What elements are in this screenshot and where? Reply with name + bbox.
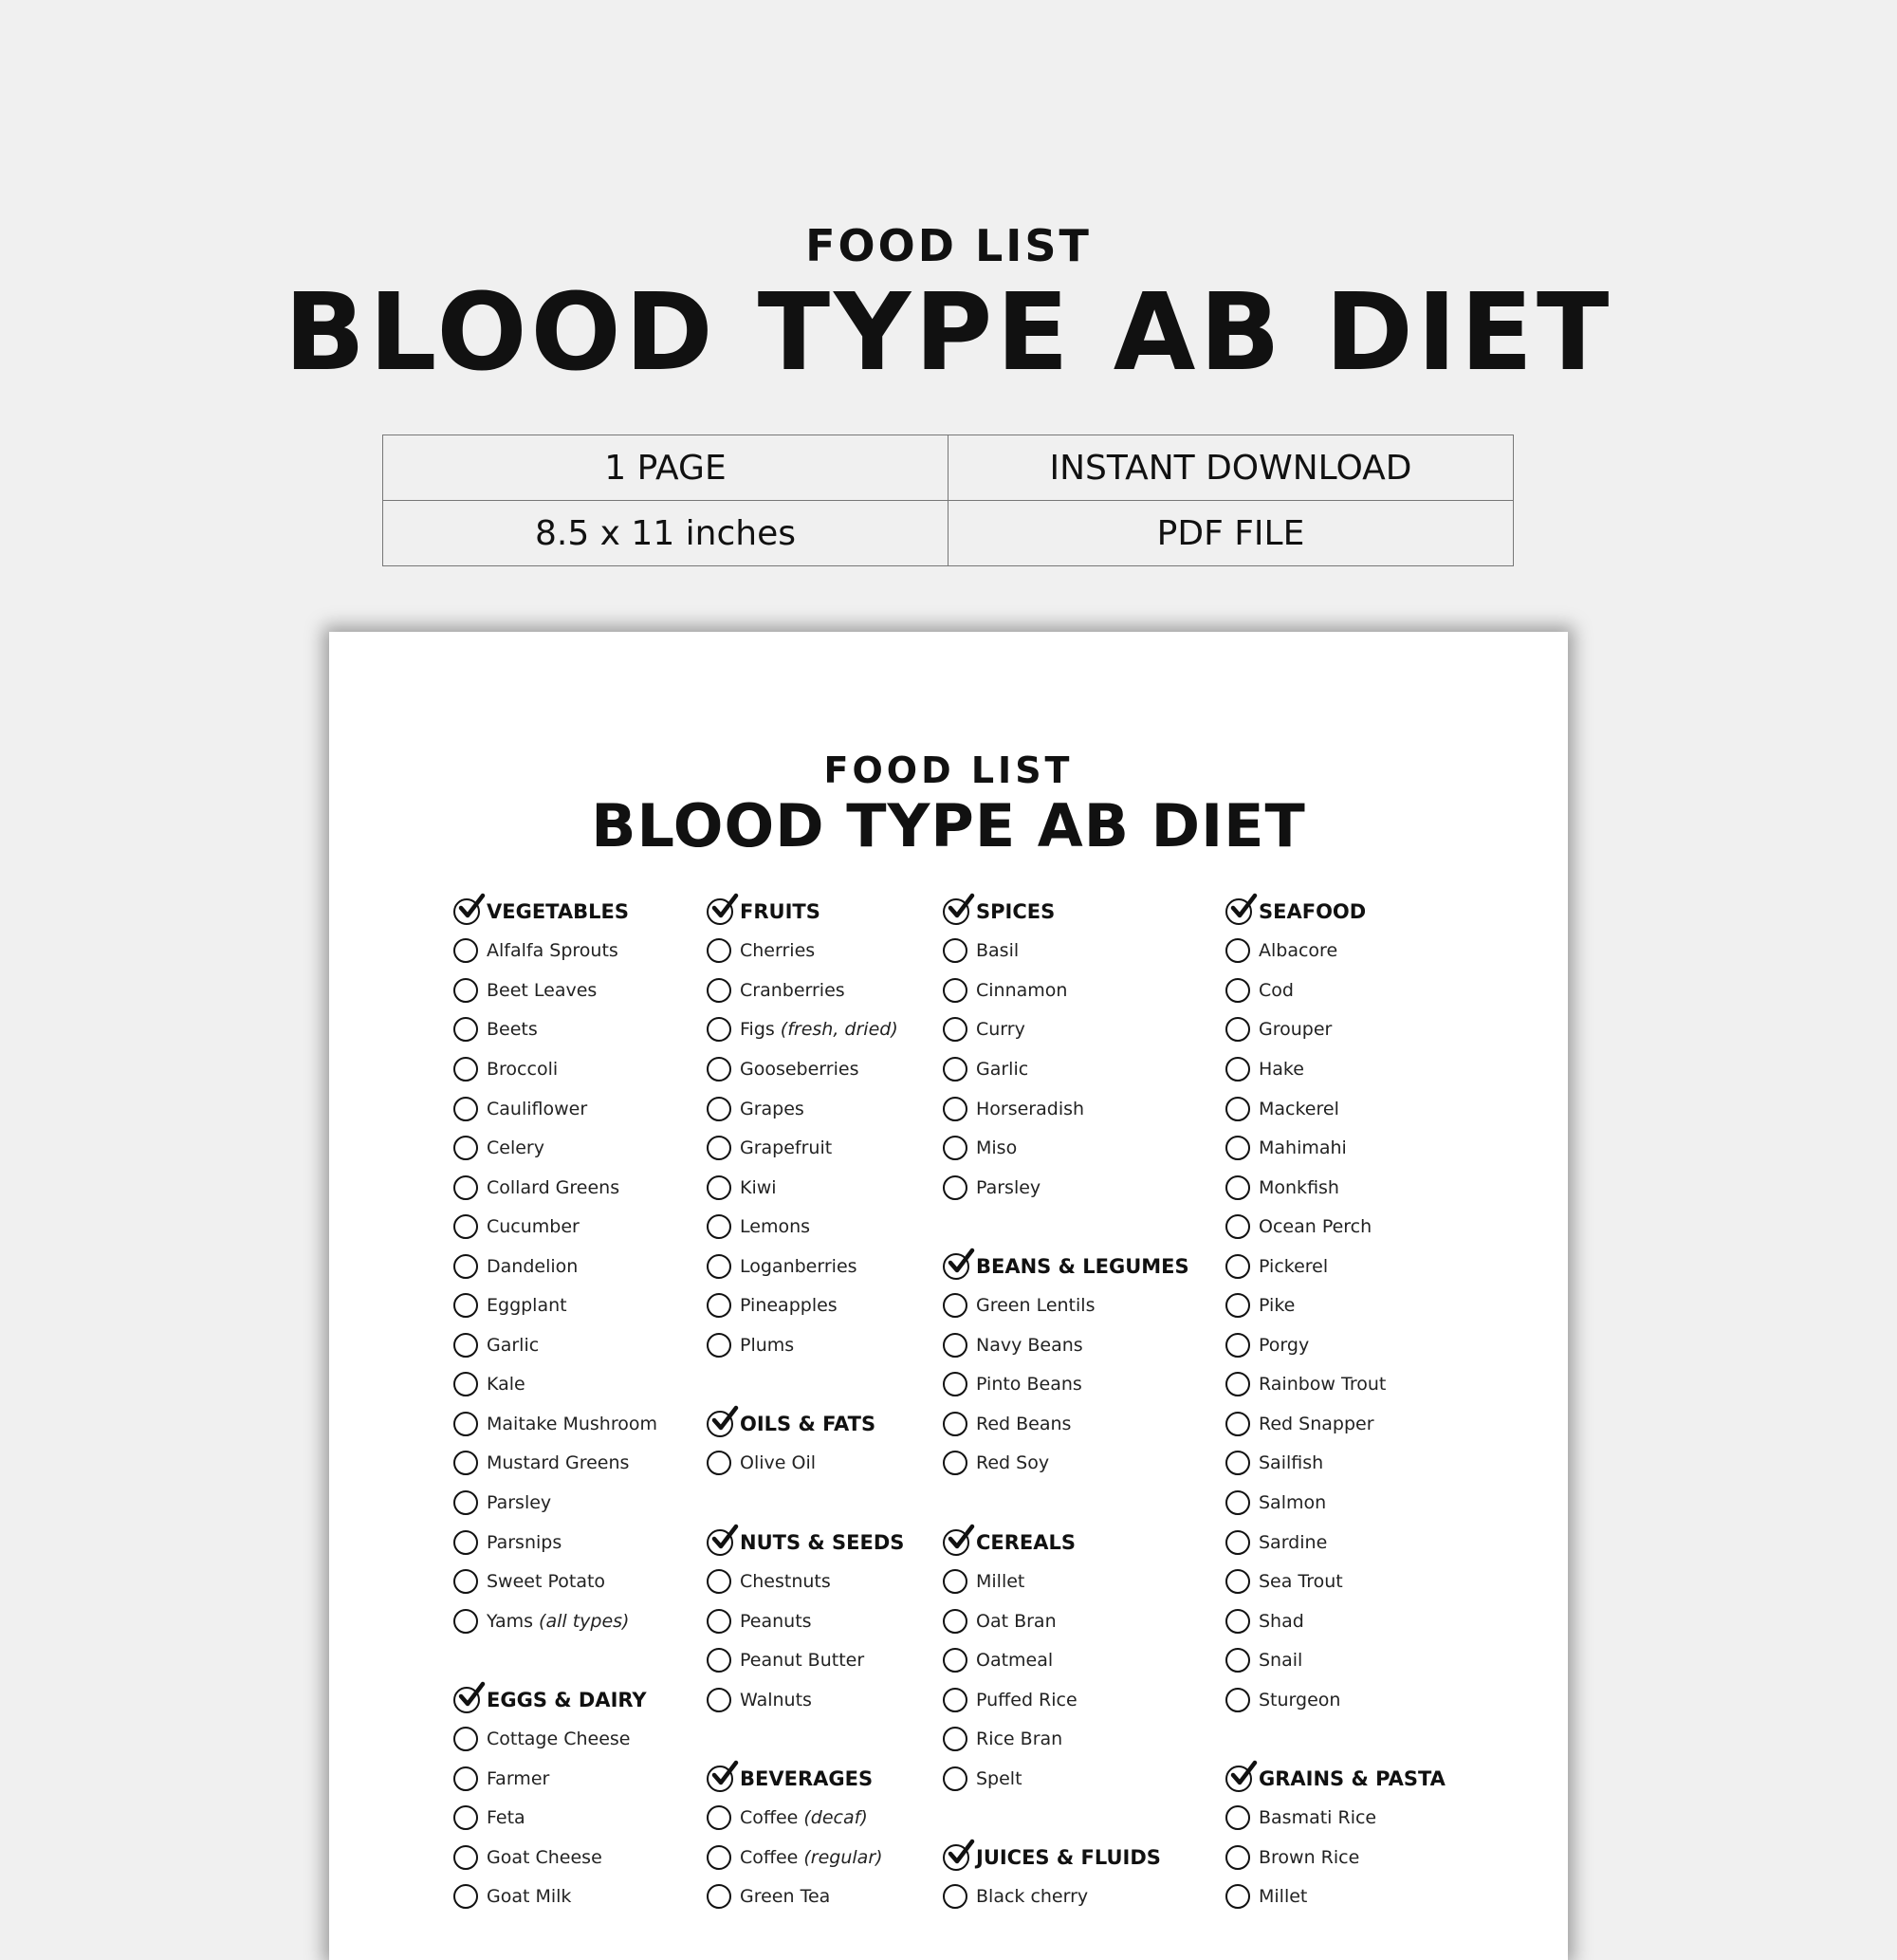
food-item-name: Parsley: [976, 1176, 1041, 1198]
food-item-name: Millet: [976, 1571, 1025, 1593]
checkmark-circle-icon: [453, 898, 480, 925]
checkbox-circle[interactable]: [707, 938, 731, 963]
food-list-item[interactable]: [943, 971, 1227, 1010]
checkbox-circle[interactable]: [453, 1569, 478, 1594]
food-list-item[interactable]: [943, 1759, 1227, 1799]
checkbox-circle[interactable]: [1225, 1372, 1250, 1396]
food-list-item[interactable]: [1225, 1247, 1510, 1286]
section-heading-label: JUICES & FLUIDS: [976, 1845, 1161, 1869]
checkbox-circle[interactable]: [707, 1214, 731, 1239]
food-list-item[interactable]: [943, 1444, 1227, 1484]
food-list-item[interactable]: [943, 1128, 1227, 1168]
checkbox-circle[interactable]: [707, 1845, 731, 1870]
checkbox-circle[interactable]: [453, 1727, 478, 1751]
checkbox-circle[interactable]: [453, 1136, 478, 1160]
food-list-item[interactable]: [453, 1168, 738, 1208]
food-item-name: Black cherry: [976, 1886, 1089, 1908]
checkbox-circle[interactable]: [707, 1451, 731, 1475]
food-list-item[interactable]: [1225, 1444, 1510, 1484]
food-list-item[interactable]: [1225, 1089, 1510, 1129]
food-item-name: Cherries: [740, 940, 816, 962]
checkbox-circle[interactable]: [943, 938, 967, 963]
food-item-name: Green Lentils: [976, 1295, 1096, 1317]
food-list-item[interactable]: [453, 1799, 738, 1839]
food-list-item[interactable]: [943, 1168, 1227, 1208]
food-item-name: Ocean Perch: [1259, 1216, 1372, 1238]
food-list-item[interactable]: [1225, 1838, 1510, 1877]
checkbox-circle[interactable]: [453, 1333, 478, 1358]
food-list-item[interactable]: [943, 1010, 1227, 1050]
checkbox-circle[interactable]: [1225, 978, 1250, 1003]
food-list-item[interactable]: [1225, 1128, 1510, 1168]
food-list-item[interactable]: [453, 1877, 738, 1917]
food-list-item[interactable]: [1225, 1404, 1510, 1444]
food-item-name: Millet: [1259, 1886, 1308, 1908]
checkbox-circle[interactable]: [1225, 1254, 1250, 1279]
section-spacer: [943, 1799, 1227, 1839]
food-list-item[interactable]: [943, 1325, 1227, 1365]
checkmark-circle-icon: [707, 1411, 733, 1437]
checkbox-circle[interactable]: [943, 1097, 967, 1121]
food-item-name: Yams: [487, 1610, 534, 1632]
section-heading: [1225, 1759, 1510, 1799]
food-item-name: Basmati Rice: [1259, 1807, 1377, 1829]
checkbox-circle[interactable]: [453, 1412, 478, 1436]
food-list-item[interactable]: [1225, 1601, 1510, 1641]
food-item-name: Peanut Butter: [740, 1650, 865, 1672]
checkbox-circle[interactable]: [707, 1136, 731, 1160]
checkmark-circle-icon: [943, 1253, 969, 1280]
food-item-name: Rice Bran: [976, 1729, 1063, 1750]
food-list-item[interactable]: [1225, 1523, 1510, 1562]
checkbox-circle[interactable]: [1225, 1412, 1250, 1436]
section-heading-label: CEREALS: [976, 1530, 1077, 1554]
checkbox-circle[interactable]: [453, 1490, 478, 1515]
food-item-name: Cod: [1259, 979, 1294, 1001]
food-list-item[interactable]: [1225, 1640, 1510, 1680]
checkmark-circle-icon: [453, 1687, 480, 1713]
food-item-name: Parsnips: [487, 1531, 562, 1553]
food-item-name: Cranberries: [740, 979, 845, 1001]
food-item-name: Grouper: [1259, 1019, 1333, 1041]
section-heading: [1225, 892, 1510, 932]
food-item-name: Goat Cheese: [487, 1846, 602, 1868]
food-list-item[interactable]: [1225, 1680, 1510, 1720]
food-list-item[interactable]: [1225, 1049, 1510, 1089]
checkmark-circle-icon: [943, 1529, 969, 1556]
checkbox-circle[interactable]: [707, 1884, 731, 1909]
checkbox-circle[interactable]: [1225, 1057, 1250, 1082]
checkbox-circle[interactable]: [707, 1293, 731, 1318]
checkbox-circle[interactable]: [943, 1293, 967, 1318]
food-item-name: Sardine: [1259, 1531, 1328, 1553]
food-item-name: Kiwi: [740, 1176, 777, 1198]
food-column-1: [453, 892, 738, 1916]
info-row: [383, 501, 1514, 566]
checkbox-circle[interactable]: [1225, 1688, 1250, 1712]
food-item-name: Gooseberries: [740, 1058, 859, 1080]
checkmark-circle-icon: [943, 898, 969, 925]
checkbox-circle[interactable]: [943, 1451, 967, 1475]
food-item-note: (fresh, dried): [780, 1019, 898, 1041]
food-list-item[interactable]: [1225, 1799, 1510, 1839]
checkbox-circle[interactable]: [707, 978, 731, 1003]
checkbox-circle[interactable]: [943, 1688, 967, 1712]
food-item-name: Feta: [487, 1807, 525, 1829]
food-list-item[interactable]: [453, 932, 738, 971]
food-item-name: Figs: [740, 1019, 775, 1041]
food-item-name: Celery: [487, 1137, 544, 1159]
checkbox-circle[interactable]: [453, 1884, 478, 1909]
food-list-item[interactable]: [453, 1128, 738, 1168]
checkbox-circle[interactable]: [1225, 1293, 1250, 1318]
food-list-item[interactable]: [943, 1601, 1227, 1641]
page-subtitle: FOOD LIST: [823, 749, 1074, 791]
food-list-item[interactable]: [943, 1285, 1227, 1325]
food-list-item[interactable]: [453, 1247, 738, 1286]
food-column-3: [943, 892, 1227, 1916]
checkbox-circle[interactable]: [943, 978, 967, 1003]
section-heading-label: BEVERAGES: [740, 1766, 874, 1790]
checkbox-circle[interactable]: [453, 1254, 478, 1279]
food-item-name: Goat Milk: [487, 1886, 572, 1908]
info-cell-size: 8.5 x 11 inches: [383, 501, 948, 566]
checkbox-circle[interactable]: [943, 1057, 967, 1082]
checkbox-circle[interactable]: [707, 1609, 731, 1634]
section-heading: [943, 1838, 1227, 1877]
checkbox-circle[interactable]: [453, 1293, 478, 1318]
food-item-name: Sea Trout: [1259, 1571, 1343, 1593]
food-item-name: Plums: [740, 1334, 795, 1356]
food-list-item[interactable]: [453, 1010, 738, 1050]
section-heading-label: SPICES: [976, 899, 1056, 923]
food-item-name: Chestnuts: [740, 1571, 831, 1593]
food-item-name: Porgy: [1259, 1334, 1310, 1356]
checkbox-circle[interactable]: [943, 1017, 967, 1042]
checkbox-circle[interactable]: [707, 1097, 731, 1121]
food-list-item[interactable]: [943, 1877, 1227, 1917]
checkbox-circle[interactable]: [707, 1017, 731, 1042]
food-list-item[interactable]: [1225, 1285, 1510, 1325]
food-item-name: Pike: [1259, 1295, 1296, 1317]
info-cell-download: INSTANT DOWNLOAD: [948, 435, 1514, 501]
food-list-item[interactable]: [453, 1838, 738, 1877]
food-item-name: Grapes: [740, 1098, 804, 1119]
food-list-item[interactable]: [943, 1404, 1227, 1444]
checkbox-circle[interactable]: [1225, 1530, 1250, 1555]
food-item-name: Loganberries: [740, 1255, 857, 1277]
food-item-name: Hake: [1259, 1058, 1304, 1080]
checkbox-circle[interactable]: [943, 1175, 967, 1200]
food-list-item[interactable]: [1225, 1365, 1510, 1405]
food-item-name: Oatmeal: [976, 1650, 1054, 1672]
section-spacer: [943, 1483, 1227, 1523]
food-item-name: Sturgeon: [1259, 1689, 1341, 1710]
checkbox-circle[interactable]: [453, 1766, 478, 1791]
food-item-name: Beets: [487, 1019, 538, 1041]
food-item-name: Mahimahi: [1259, 1137, 1347, 1159]
food-item-name: Garlic: [487, 1334, 540, 1356]
food-item-name: Curry: [976, 1019, 1025, 1041]
food-list-item[interactable]: [943, 1089, 1227, 1129]
checkmark-circle-icon: [1225, 1766, 1252, 1792]
section-heading-label: SEAFOOD: [1259, 899, 1367, 923]
food-item-name: Basil: [976, 940, 1020, 962]
food-list-item[interactable]: [453, 1483, 738, 1523]
food-list-item[interactable]: [1225, 1483, 1510, 1523]
section-heading-label: GRAINS & PASTA: [1259, 1766, 1446, 1790]
section-heading-label: EGGS & DAIRY: [487, 1688, 647, 1711]
checkbox-circle[interactable]: [1225, 1884, 1250, 1909]
food-list-item[interactable]: [453, 1365, 738, 1405]
food-list-item[interactable]: [943, 1049, 1227, 1089]
food-item-name: Alfalfa Sprouts: [487, 940, 618, 962]
food-list-item[interactable]: [943, 1719, 1227, 1759]
food-item-name: Navy Beans: [976, 1334, 1083, 1356]
food-item-name: Shad: [1259, 1610, 1304, 1632]
food-item-name: Lemons: [740, 1216, 811, 1238]
checkbox-circle[interactable]: [453, 1372, 478, 1396]
food-list-item[interactable]: [453, 1562, 738, 1601]
section-heading: [453, 1680, 738, 1720]
food-item-name: Rainbow Trout: [1259, 1374, 1387, 1396]
checkbox-circle[interactable]: [453, 1451, 478, 1475]
checkbox-circle[interactable]: [707, 1805, 731, 1830]
checkbox-circle[interactable]: [453, 1805, 478, 1830]
food-item-name: Parsley: [487, 1491, 552, 1513]
food-list-item[interactable]: [1225, 1562, 1510, 1601]
food-item-name: Oat Bran: [976, 1610, 1057, 1632]
food-item-name: Cauliflower: [487, 1098, 588, 1119]
header-subtitle: FOOD LIST: [805, 220, 1092, 271]
food-item-name: Collard Greens: [487, 1176, 620, 1198]
checkbox-circle[interactable]: [453, 1017, 478, 1042]
food-list-item[interactable]: [943, 1640, 1227, 1680]
food-item-name: Grapefruit: [740, 1137, 833, 1159]
food-item-name: Coffee: [740, 1846, 799, 1868]
food-item-name: Sweet Potato: [487, 1571, 606, 1593]
checkmark-circle-icon: [1225, 898, 1252, 925]
checkbox-circle[interactable]: [943, 1136, 967, 1160]
food-list-item[interactable]: [453, 1207, 738, 1247]
food-list-item[interactable]: [943, 932, 1227, 971]
food-item-name: Pineapples: [740, 1295, 838, 1317]
checkbox-circle[interactable]: [707, 1688, 731, 1712]
food-item-name: Red Snapper: [1259, 1413, 1374, 1434]
food-item-name: Garlic: [976, 1058, 1029, 1080]
checkbox-circle[interactable]: [943, 1884, 967, 1909]
food-item-name: Snail: [1259, 1650, 1303, 1672]
page-title: BLOOD TYPE AB DIET: [591, 791, 1306, 860]
food-list-item[interactable]: [453, 1089, 738, 1129]
food-item-name: Walnuts: [740, 1689, 812, 1710]
checkbox-circle[interactable]: [1225, 1175, 1250, 1200]
checkbox-circle[interactable]: [943, 1727, 967, 1751]
section-heading-label: VEGETABLES: [487, 899, 629, 923]
food-list-item[interactable]: [453, 971, 738, 1010]
checkbox-circle[interactable]: [1225, 1451, 1250, 1475]
food-item-name: Eggplant: [487, 1295, 567, 1317]
section-heading: [943, 892, 1227, 932]
food-list-item[interactable]: [453, 1285, 738, 1325]
section-heading: [943, 1247, 1227, 1286]
checkbox-circle[interactable]: [707, 1569, 731, 1594]
section-spacer: [943, 1207, 1227, 1247]
food-item-name: Red Beans: [976, 1413, 1072, 1434]
section-heading-label: NUTS & SEEDS: [740, 1530, 905, 1554]
food-item-name: Green Tea: [740, 1886, 831, 1908]
checkbox-circle[interactable]: [1225, 1214, 1250, 1239]
food-item-name: Pinto Beans: [976, 1374, 1082, 1396]
info-cell-pages: 1 PAGE: [383, 435, 948, 501]
food-item-name: Broccoli: [487, 1058, 559, 1080]
checkbox-circle[interactable]: [1225, 1845, 1250, 1870]
checkbox-circle[interactable]: [453, 1609, 478, 1634]
food-item-name: Cottage Cheese: [487, 1729, 631, 1750]
checkbox-circle[interactable]: [943, 1372, 967, 1396]
food-list-item[interactable]: [453, 1049, 738, 1089]
checkbox-circle[interactable]: [1225, 1569, 1250, 1594]
food-item-name: Horseradish: [976, 1098, 1085, 1119]
food-list-item[interactable]: [943, 1562, 1227, 1601]
food-list-item[interactable]: [943, 1365, 1227, 1405]
food-item-note: (all types): [539, 1610, 630, 1632]
food-item-name: Pickerel: [1259, 1255, 1329, 1277]
food-list-item[interactable]: [1225, 1010, 1510, 1050]
food-list-item[interactable]: [453, 1325, 738, 1365]
info-cell-format: PDF FILE: [948, 501, 1514, 566]
section-heading: [453, 892, 738, 932]
section-heading-label: FRUITS: [740, 899, 820, 923]
checkbox-circle[interactable]: [1225, 1017, 1250, 1042]
checkbox-circle[interactable]: [1225, 938, 1250, 963]
food-item-name: Farmer: [487, 1767, 550, 1789]
checkbox-circle[interactable]: [453, 1097, 478, 1121]
checkbox-circle[interactable]: [1225, 1136, 1250, 1160]
food-list-item[interactable]: [453, 1444, 738, 1484]
food-list-item[interactable]: [943, 1680, 1227, 1720]
food-item-name: Kale: [487, 1374, 525, 1396]
checkbox-circle[interactable]: [1225, 1333, 1250, 1358]
food-item-name: Mackerel: [1259, 1098, 1339, 1119]
food-item-name: Sailfish: [1259, 1452, 1324, 1474]
checkbox-circle[interactable]: [707, 1175, 731, 1200]
checkbox-circle[interactable]: [1225, 1490, 1250, 1515]
food-list-item[interactable]: [1225, 932, 1510, 971]
checkbox-circle[interactable]: [707, 1254, 731, 1279]
checkmark-circle-icon: [707, 1529, 733, 1556]
food-list-item[interactable]: [453, 1523, 738, 1562]
food-list-item[interactable]: [1225, 971, 1510, 1010]
food-item-name: Salmon: [1259, 1491, 1327, 1513]
food-item-name: Cinnamon: [976, 979, 1068, 1001]
food-item-name: Olive Oil: [740, 1452, 816, 1474]
checkbox-circle[interactable]: [943, 1333, 967, 1358]
food-item-name: Mustard Greens: [487, 1452, 630, 1474]
checkbox-circle[interactable]: [453, 978, 478, 1003]
food-item-name: Spelt: [976, 1767, 1022, 1789]
checkbox-circle[interactable]: [453, 938, 478, 963]
checkbox-circle[interactable]: [943, 1412, 967, 1436]
food-item-name: Dandelion: [487, 1255, 579, 1277]
food-item-note: (regular): [803, 1846, 883, 1868]
food-item-name: Beet Leaves: [487, 979, 598, 1001]
food-item-name: Albacore: [1259, 940, 1338, 962]
food-list-item[interactable]: [453, 1759, 738, 1799]
food-item-name: Cucumber: [487, 1216, 580, 1238]
checkbox-circle[interactable]: [707, 1333, 731, 1358]
food-column-4: [1225, 892, 1510, 1916]
checkbox-circle[interactable]: [453, 1845, 478, 1870]
food-item-name: Coffee: [740, 1807, 799, 1829]
checkbox-circle[interactable]: [943, 1766, 967, 1791]
checkbox-circle[interactable]: [707, 1057, 731, 1082]
info-table: [382, 435, 1514, 566]
food-item-name: Red Soy: [976, 1452, 1050, 1474]
document-preview: [329, 632, 1568, 1960]
checkbox-circle[interactable]: [707, 1648, 731, 1673]
checkbox-circle[interactable]: [1225, 1805, 1250, 1830]
header-title: BLOOD TYPE AB DIET: [284, 271, 1613, 395]
section-heading: [943, 1523, 1227, 1562]
section-heading-label: OILS & FATS: [740, 1412, 876, 1435]
food-list-item[interactable]: [453, 1719, 738, 1759]
checkbox-circle[interactable]: [1225, 1609, 1250, 1634]
checkmark-circle-icon: [707, 898, 733, 925]
food-item-note: (decaf): [803, 1807, 868, 1829]
food-list-item[interactable]: [1225, 1207, 1510, 1247]
checkbox-circle[interactable]: [943, 1569, 967, 1594]
checkbox-circle[interactable]: [1225, 1097, 1250, 1121]
food-item-name: Monkfish: [1259, 1176, 1339, 1198]
food-item-name: Brown Rice: [1259, 1846, 1360, 1868]
checkbox-circle[interactable]: [453, 1175, 478, 1200]
food-item-name: Puffed Rice: [976, 1689, 1077, 1710]
section-heading-label: BEANS & LEGUMES: [976, 1254, 1189, 1278]
food-list-item[interactable]: [453, 1404, 738, 1444]
food-list-item[interactable]: [1225, 1325, 1510, 1365]
checkmark-circle-icon: [943, 1844, 969, 1871]
food-list-item[interactable]: [1225, 1877, 1510, 1917]
checkbox-circle[interactable]: [453, 1057, 478, 1082]
section-spacer: [1225, 1719, 1510, 1759]
checkbox-circle[interactable]: [1225, 1648, 1250, 1673]
checkbox-circle[interactable]: [453, 1530, 478, 1555]
food-list-item[interactable]: [1225, 1168, 1510, 1208]
food-item-name: Peanuts: [740, 1610, 812, 1632]
food-item-name: Miso: [976, 1137, 1018, 1159]
checkbox-circle[interactable]: [943, 1609, 967, 1634]
checkmark-circle-icon: [707, 1766, 733, 1792]
section-spacer: [453, 1640, 738, 1680]
food-list-item[interactable]: [453, 1601, 738, 1641]
checkbox-circle[interactable]: [453, 1214, 478, 1239]
checkbox-circle[interactable]: [943, 1648, 967, 1673]
info-row: [383, 435, 1514, 501]
food-item-name: Maitake Mushroom: [487, 1413, 657, 1434]
